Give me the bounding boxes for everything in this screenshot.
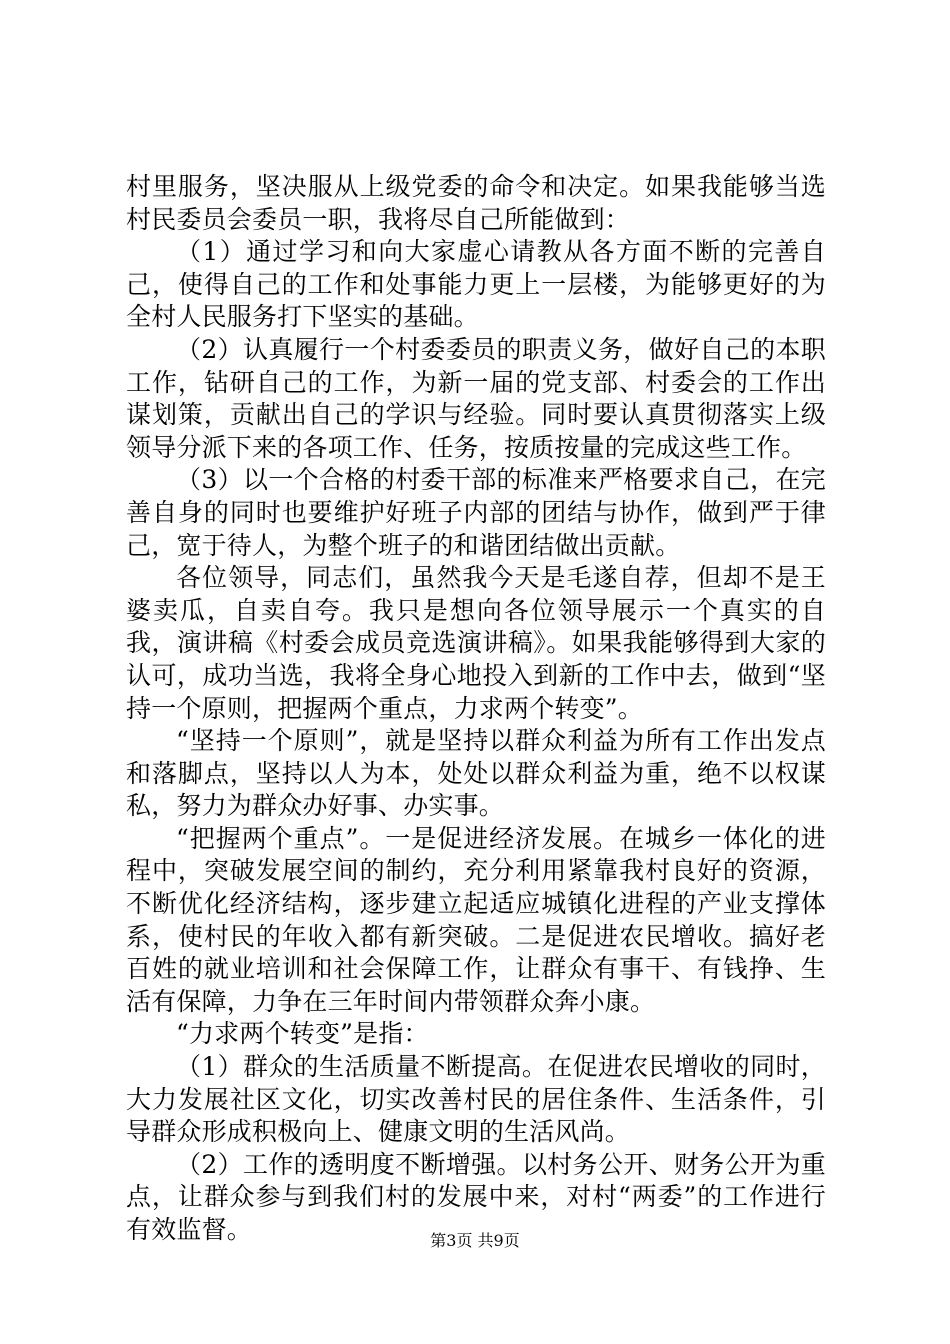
paragraph-3: （2）认真履行一个村委委员的职责义务，做好自己的本职工作，钻研自己的工作，为新一届的党支部、村委会的工作出谋划策，贡献出自己的学识与经验。同时要认真贯彻落实上级领导分派下来的各项工作、任务，按质按量的完成这些工作。 bbox=[126, 334, 826, 462]
paragraph-2: （1）通过学习和向大家虚心请教从各方面不断的完善自己，使得自己的工作和处事能力更上一层楼，为能够更好的为全村人民服务打下坚实的基础。 bbox=[126, 237, 826, 332]
page-number: 第3页 共9页 bbox=[430, 1231, 520, 1250]
paragraph-10: （2）工作的透明度不断增强。以村务公开、财务公开为重点，让群众参与到我们村的发展中来，对村“两委”的工作进行有效监督。 bbox=[126, 1149, 826, 1244]
paragraph-4: （3）以一个合格的村委干部的标准来严格要求自己，在完善自身的同时也要维护好班子内部的团结与协作，做到严于律己，宽于待人，为整个班子的和谐团结做出贡献。 bbox=[126, 465, 826, 560]
paragraph-7: “把握两个重点”。一是促进经济发展。在城乡一体化的进程中，突破发展空间的制约，充分利用紧靠我村良好的资源，不断优化经济结构，逐步建立起适应城镇化进程的产业支撑体系，使村民的年收入都有新突破。二是促进农民增收。搞好老百姓的就业培训和社会保障工作，让群众有事干、有钱挣、生活有保障，力争在三年时间内带领群众奔小康。 bbox=[126, 823, 826, 1016]
paragraph-8: “力求两个转变”是指： bbox=[176, 1019, 429, 1049]
document-body bbox=[126, 171, 826, 1247]
paragraph-1: 村里服务，坚决服从上级党委的命令和决定。如果我能够当选村民委员会委员一职，我将尽自己所能做到： bbox=[126, 172, 826, 234]
page-footer bbox=[0, 1231, 950, 1251]
paragraph-5: 各位领导，同志们，虽然我今天是毛遂自荐，但却不是王婆卖瓜，自卖自夸。我只是想向各位领导展示一个真实的自我，演讲稿《村委会成员竞选演讲稿》。如果我能够得到大家的认可，成功当选，我将全身心地投入到新的工作中去，做到“坚持一个原则，把握两个重点，力求两个转变”。 bbox=[126, 563, 826, 723]
paragraph-9: （1）群众的生活质量不断提高。在促进农民增收的同时，大力发展社区文化，切实改善村民的居住条件、生活条件，引导群众形成积极向上、健康文明的生活风尚。 bbox=[126, 1052, 826, 1147]
paragraph-6: “坚持一个原则”，就是坚持以群众利益为所有工作出发点和落脚点，坚持以人为本，处处以群众利益为重，绝不以权谋私，努力为群众办好事、办实事。 bbox=[126, 726, 826, 821]
